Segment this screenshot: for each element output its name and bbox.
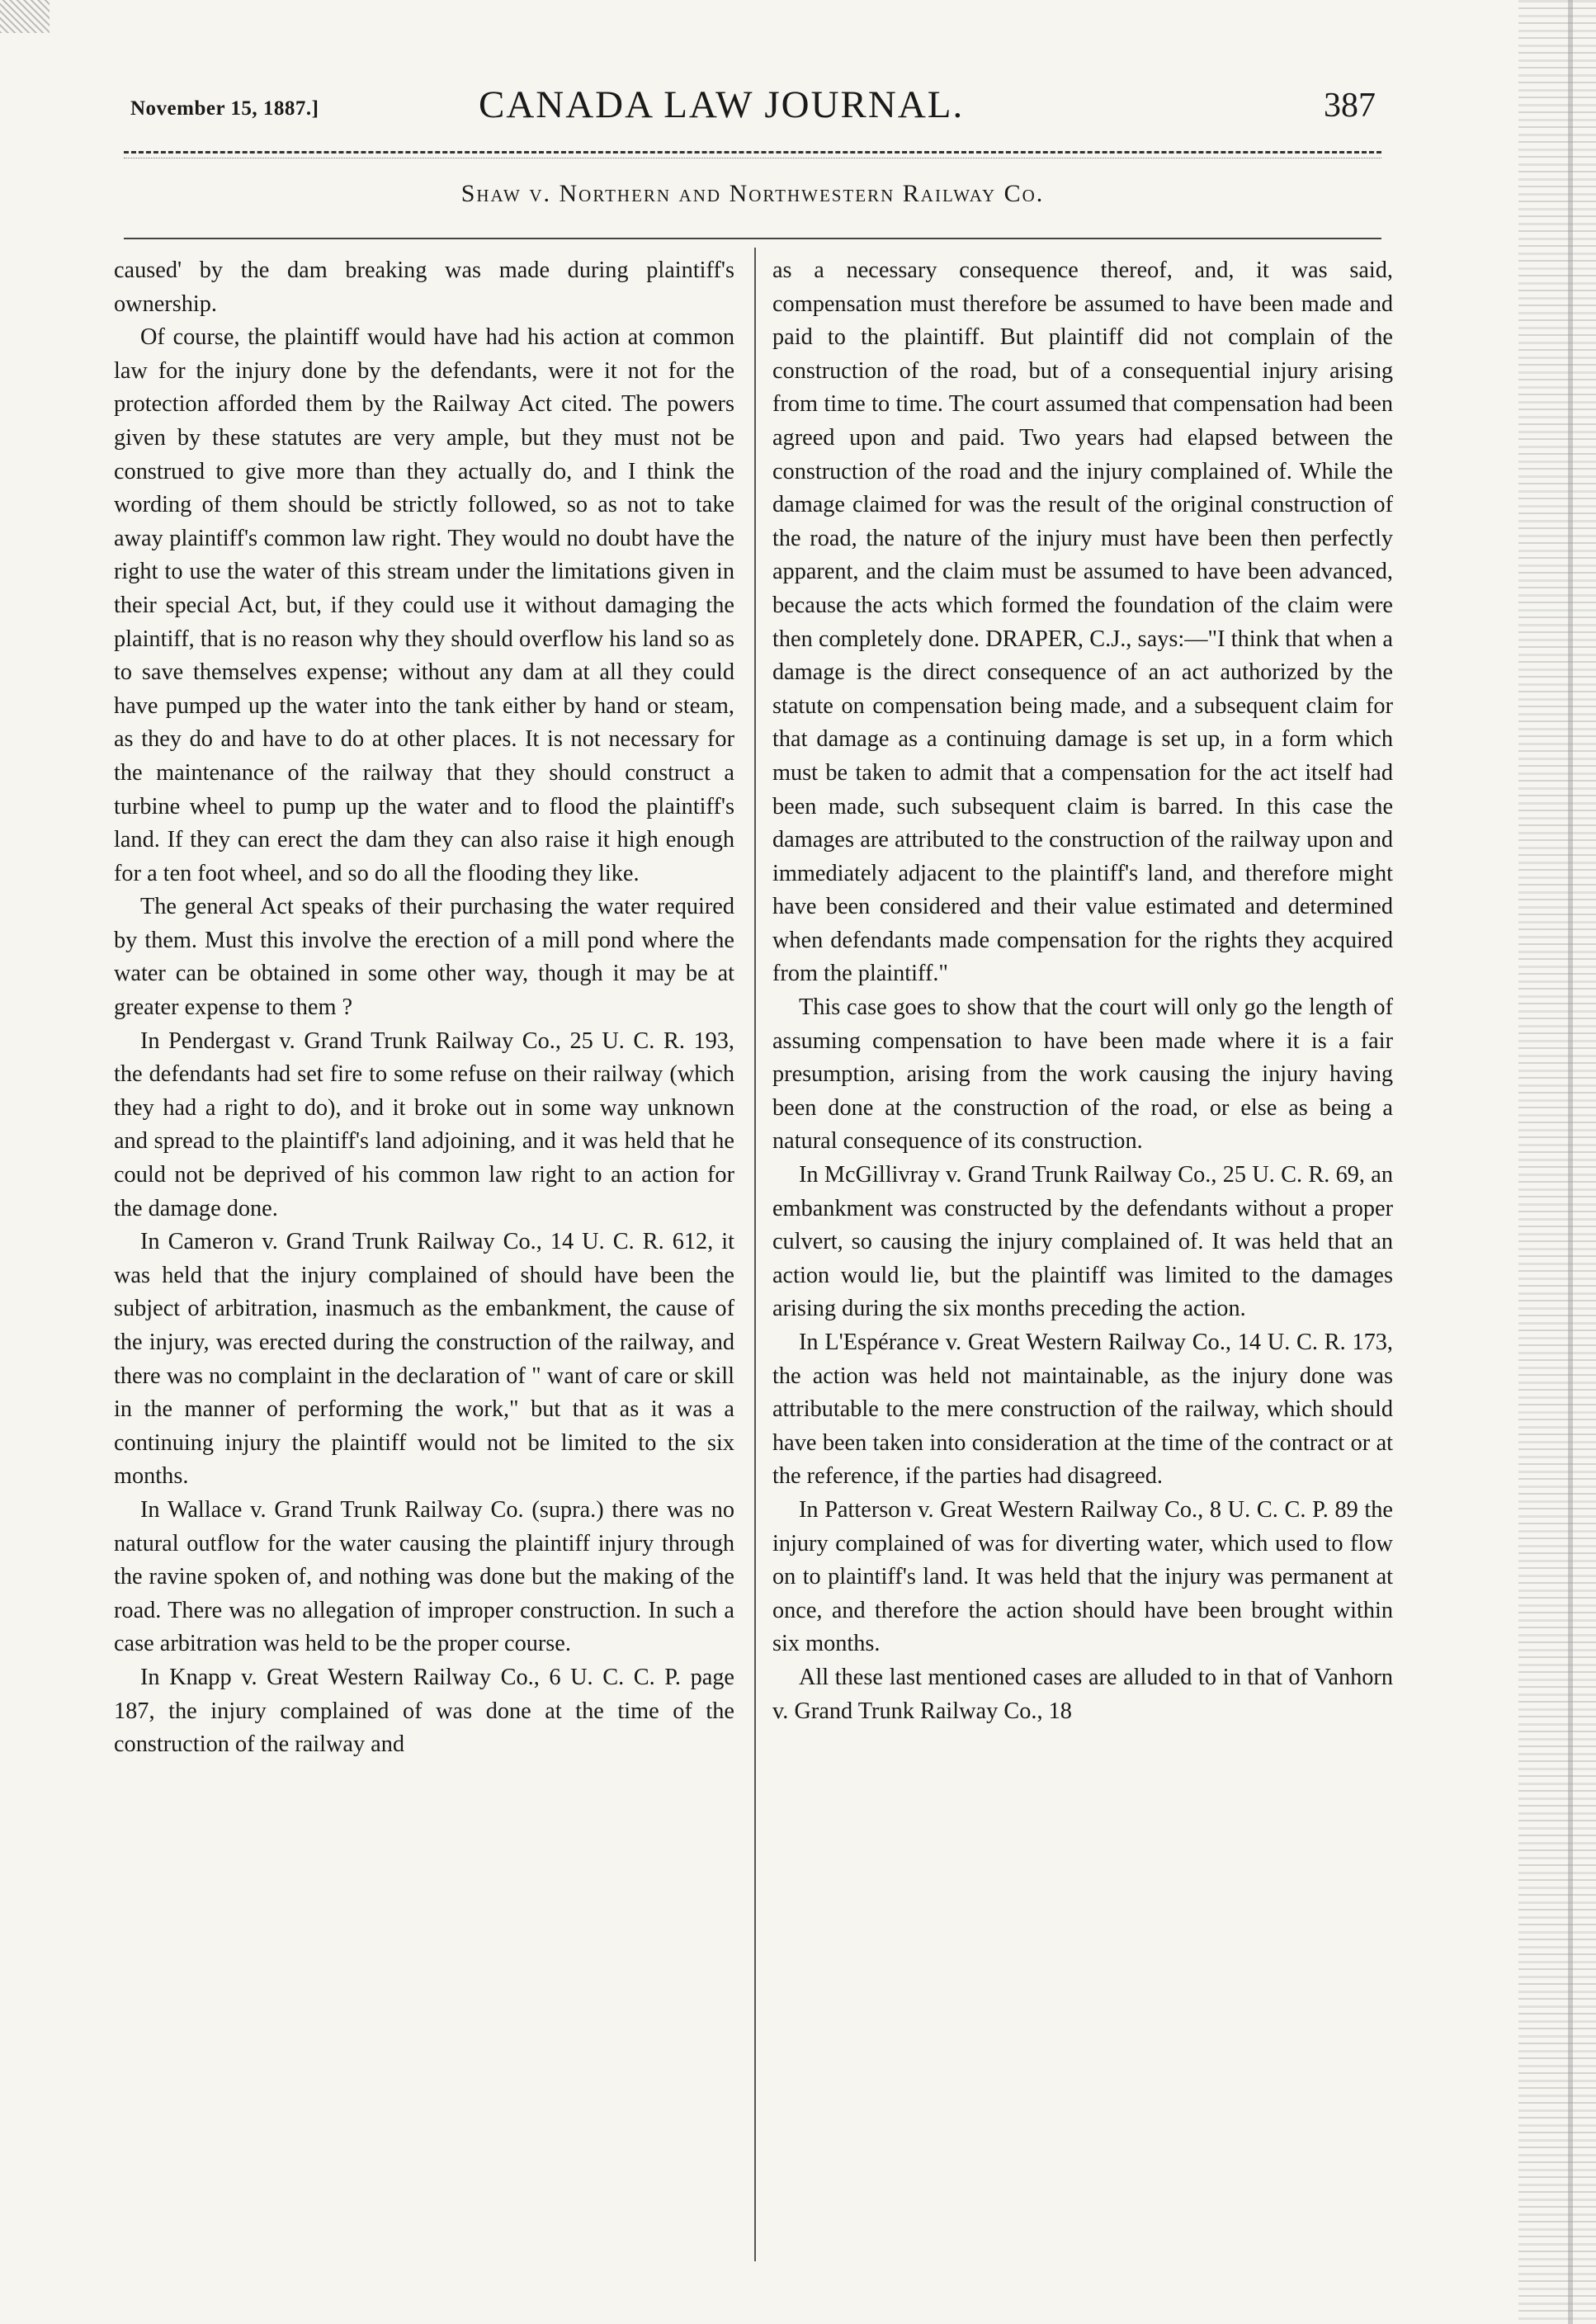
paragraph: The general Act speaks of their purchasing the water required by them. Must this involve the erection of a mill pond where the water can be obtained in some other way, though it may be at greater expense to them ?	[114, 894, 734, 1021]
paragraph: In McGillivray v. Grand Trunk Railway Co., 25 U. C. R. 69, an embankment was constructed by the defendants without a proper culvert, so causing the injury complained of. It was held that an action would lie, but the plaintiff was limited to the damages arising during the six months preceding the action.	[772, 1162, 1393, 1322]
scan-edge-artifact	[1518, 0, 1596, 2324]
case-title: Shaw v. Northern and Northwestern Railway Co.	[460, 180, 1045, 207]
paragraph: In Knapp v. Great Western Railway Co., 6 U. C. C. P. page 187, the injury complained of was done at the time of the construction of the railway and	[114, 1664, 734, 1758]
paragraph: In L'Espérance v. Great Western Railway Co., 14 U. C. R. 173, the action was held not maintainable, as the injury done was attributable to the mere construction of the railway, which should have been taken into consideration at the time of the contract or at the reference, if the parties had disagreed.	[772, 1330, 1393, 1490]
paragraph: All these last mentioned cases are alluded to in that of Vanhorn v. Grand Trunk Railway Co., 18	[772, 1664, 1393, 1724]
page-number: 387	[1324, 87, 1376, 125]
paragraph: In Wallace v. Grand Trunk Railway Co. (supra.) there was no natural outflow for the water causing the plaintiff injury through the ravine spoken of, and nothing was done but the making of the road. There was no allegation of improper construction. In such a case arbitration was held to be the proper course.	[114, 1496, 734, 1657]
paragraph: In Patterson v. Great Western Railway Co., 8 U. C. C. P. 89 the injury complained of was for diverting water, which used to flow on to plaintiff's land. It was held that the injury was permanent at once, and therefore the action should have been brought within six months.	[772, 1496, 1393, 1657]
case-title-rule	[124, 238, 1381, 239]
paragraph: Of course, the plaintiff would have had his action at common law for the injury done by the defendants, were it not for the protection afforded them by the Railway Act cited. The powers given by these statutes are very ample, but they must not be construed to give more than they actually do, and I think the wording of them should be strictly followed, so as not to take away plaintiff's common law right. They would no doubt have the right to use the water of this stream under the limitations given in their special Act, but, if they could use it without damaging the plaintiff, that is no reason why they should overflow his land so as to save themselves expense; without any dam at all they could have pumped up the water into the tank either by hand or steam, as they do and have to do at other places. It is not necessary for the maintenance of the railway that they should construct a turbine wheel to pump up the water and to flood the plaintiff's land. If they can erect the dam they can also raise it high enough for a ten foot wheel, and so do all the flooding they like.	[114, 324, 734, 886]
paragraph: as a necessary consequence thereof, and, it was said, compensation must therefore be assumed to have been made and paid to the plaintiff. But plaintiff did not complain of the construction of the road, but of a consequential injury arising from time to time. The court assumed that compensation had been agreed upon and paid. Two years had elapsed between the construction of the road and the injury complained of. While the damage claimed for was the result of the original construction of the road, the nature of the injury must have been then perfectly apparent, and the claim must be assumed to have been advanced, because the acts which formed the foundation of the claim were then completely done. DRAPER, C.J., says:—"I think that when a damage is the direct consequence of an act authorized by the statute on compensation being made, and a subsequent claim for that damage as a continuing damage is set up, in a form which must be taken to admit that a compensation for the act itself had been made, such subsequent claim is barred. In this case the damages are attributed to the construction of the railway upon and immediately adjacent to the plaintiff's land, and therefore might have been considered and their value estimated and determined when defendants made compensation for the rights they acquired from the plaintiff."	[772, 257, 1393, 987]
left-column	[114, 254, 734, 1762]
scan-corner-artifact	[0, 0, 50, 33]
binding-edge	[1568, 0, 1573, 2324]
column-divider	[754, 248, 756, 2261]
right-column	[772, 254, 1393, 1728]
header-date: November 15, 1887.]	[130, 97, 319, 120]
paragraph: In Pendergast v. Grand Trunk Railway Co., 25 U. C. R. 193, the defendants had set fire to some refuse on their railway (which they had a right to do), and it broke out in some way unknown and spread to the plaintiff's land adjoining, and it was held that he could not be deprived of his common law right to an action for the damage done.	[114, 1027, 734, 1221]
paragraph: In Cameron v. Grand Trunk Railway Co., 14 U. C. R. 612, it was held that the injury complained of should have been the subject of arbitration, inasmuch as the embankment, the cause of the injury, was erected during the construction of the railway, and there was no complaint in the declaration of " want of care or skill in the manner of performing the work," but that as it was a continuing injury the plaintiff would not be limited to the six months.	[114, 1229, 734, 1490]
header-rule	[124, 151, 1381, 154]
paragraph: This case goes to show that the court will only go the length of assuming compensation to have been made where it is a fair presumption, arising from the work causing the injury having been done at the construction of the road, or else as being a natural consequence of its construction.	[772, 994, 1393, 1155]
journal-title: CANADA LAW JOURNAL.	[479, 83, 965, 126]
paragraph: caused' by the dam breaking was made during plaintiff's ownership.	[114, 257, 734, 317]
